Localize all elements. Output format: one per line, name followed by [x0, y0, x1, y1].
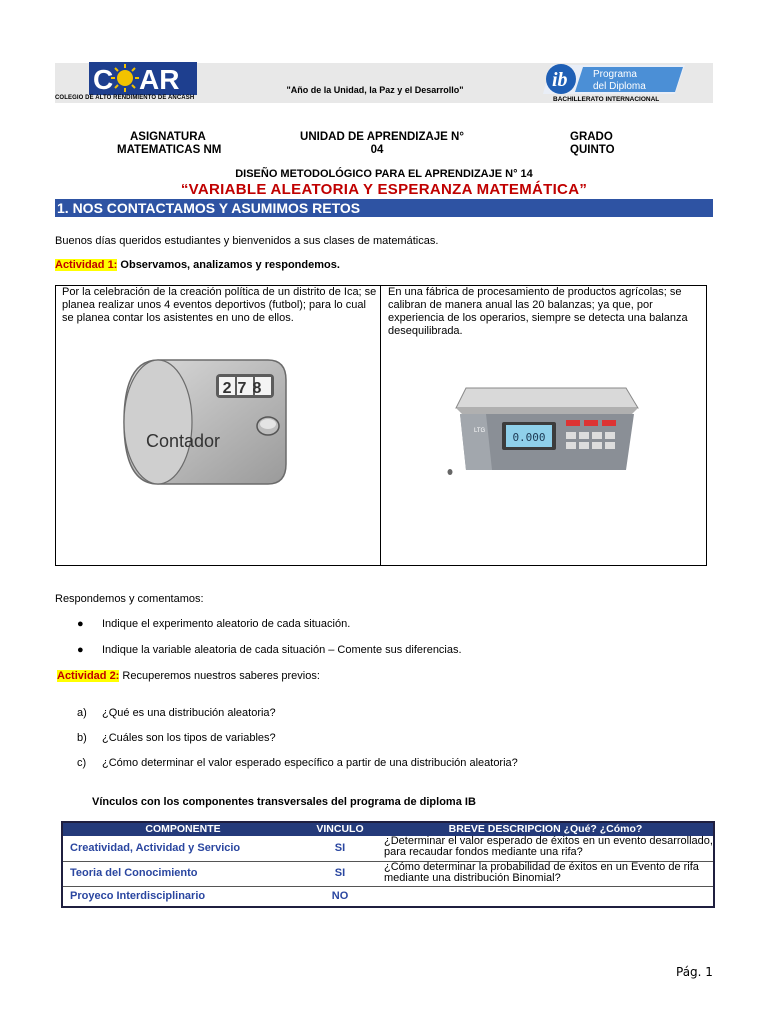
coar-subtitle: COLEGIO DE ALTO RENDIMIENTO DE ANCASH	[55, 95, 195, 101]
bullet-item-2: Indique la variable aleatoria de cada situación – Comente sus diferencias.	[102, 644, 462, 656]
svg-text:del Diploma: del Diploma	[593, 81, 646, 92]
coar-logo	[89, 62, 197, 95]
table-row-1-componente: Creatividad, Actividad y Servicio	[70, 842, 241, 854]
ib-subtitle: BACHILLERATO INTERNACIONAL	[553, 96, 660, 103]
asignatura-label: ASIGNATURA	[130, 131, 206, 143]
grado-label: GRADO	[570, 131, 613, 143]
svg-text:ib: ib	[552, 69, 568, 91]
column-header-vinculo: VINCULO	[316, 823, 364, 835]
actividad2-text: Recuperemos nuestros saberes previos:	[119, 670, 320, 682]
respondemos-heading: Respondemos y comentamos:	[55, 593, 204, 605]
row-divider	[63, 886, 713, 887]
actividad2-label: Actividad 2:	[57, 670, 120, 682]
scale-display: 0.000	[512, 431, 546, 444]
activity-table-divider	[380, 285, 381, 566]
column-header-descripcion: BREVE DESCRIPCION ¿Qué? ¿Cómo?	[448, 823, 643, 835]
section-heading: 1. NOS CONTACTAMOS Y ASUMIMOS RETOS	[55, 199, 713, 217]
table-row-3-componente: Proyeco Interdisciplinario	[70, 890, 206, 902]
actividad1-label: Actividad 1:	[55, 259, 118, 271]
scale-brand: LTG	[474, 428, 486, 434]
actividad1-heading	[55, 259, 340, 272]
situation-left-text: Por la celebración de la creación política de un distrito de Ica; se planea realizar unos 4 eventos deportivos (futbol); para lo cual se planea contar los asistentes en uno de ellos.	[62, 286, 377, 324]
page-number: Pág. 1	[676, 965, 713, 979]
bullet-marker: ●	[77, 618, 84, 630]
item-text-a: ¿Qué es una distribución aleatoria?	[102, 707, 276, 719]
situation-right-text: En una fábrica de procesamiento de productos agrícolas; se calibran de manera anual las 20 balanzas; ya que, por experiencia de los operarios, siempre se detecta una balanza desequilibrada.	[388, 286, 688, 337]
item-marker-a: a)	[77, 707, 87, 719]
table-row-1-vinculo: SI	[334, 842, 346, 854]
design-title: DISEÑO METODOLÓGICO PARA EL APRENDIZAJE N° 14	[235, 168, 533, 180]
table-row-2-componente: Teoria del Conocimiento	[70, 867, 198, 879]
counter-label: Contador	[145, 431, 221, 451]
column-header-componente: COMPONENTE	[145, 823, 221, 835]
item-text-c: ¿Cómo determinar el valor esperado específico a partir de una distribución aleatoria?	[102, 757, 518, 769]
table-row-1-descripcion: ¿Determinar el valor esperado de éxitos en un evento desarrollado, para recaudar fondos mediante una rifa?	[384, 835, 713, 858]
svg-text:AR: AR	[139, 64, 180, 95]
bullet-item-1: Indique el experimento aleatorio de cada situación.	[102, 618, 351, 630]
item-marker-c: c)	[77, 757, 87, 769]
actividad1-text: Observamos, analizamos y respondemos.	[117, 259, 340, 271]
counter-digits: 278	[222, 380, 268, 397]
motto: "Año de la Unidad, la Paz y el Desarrollo"	[286, 85, 464, 95]
grado-value: QUINTO	[570, 144, 615, 156]
ib-diploma-logo	[543, 62, 685, 97]
bullet-marker: ●	[77, 644, 84, 656]
table-row-2-descripcion: ¿Cómo determinar la probabilidad de éxitos en un Evento de rifa mediante una distribución Binomial?	[384, 861, 699, 884]
intro-text: Buenos días queridos estudiantes y bienvenidos a sus clases de matemáticas.	[55, 235, 439, 247]
unidad-label: UNIDAD DE APRENDIZAJE N°	[300, 131, 464, 143]
item-text-b: ¿Cuáles son los tipos de variables?	[102, 732, 276, 744]
asignatura-value: MATEMATICAS NM	[117, 144, 222, 156]
vinculos-heading: Vínculos con los componentes transversales del programa de diploma IB	[92, 796, 476, 808]
unidad-value: 04	[370, 144, 384, 156]
table-row-2-vinculo: SI	[334, 867, 346, 879]
table-row-3-vinculo: NO	[331, 890, 349, 902]
svg-text:C: C	[93, 64, 114, 95]
item-marker-b: b)	[77, 732, 87, 744]
scale-image	[446, 374, 640, 486]
topic-title: “VARIABLE ALEATORIA Y ESPERANZA MATEMÁTICA”	[180, 181, 588, 198]
svg-text:Programa: Programa	[593, 69, 637, 80]
actividad2-heading	[57, 670, 320, 683]
counter-image	[118, 352, 290, 490]
